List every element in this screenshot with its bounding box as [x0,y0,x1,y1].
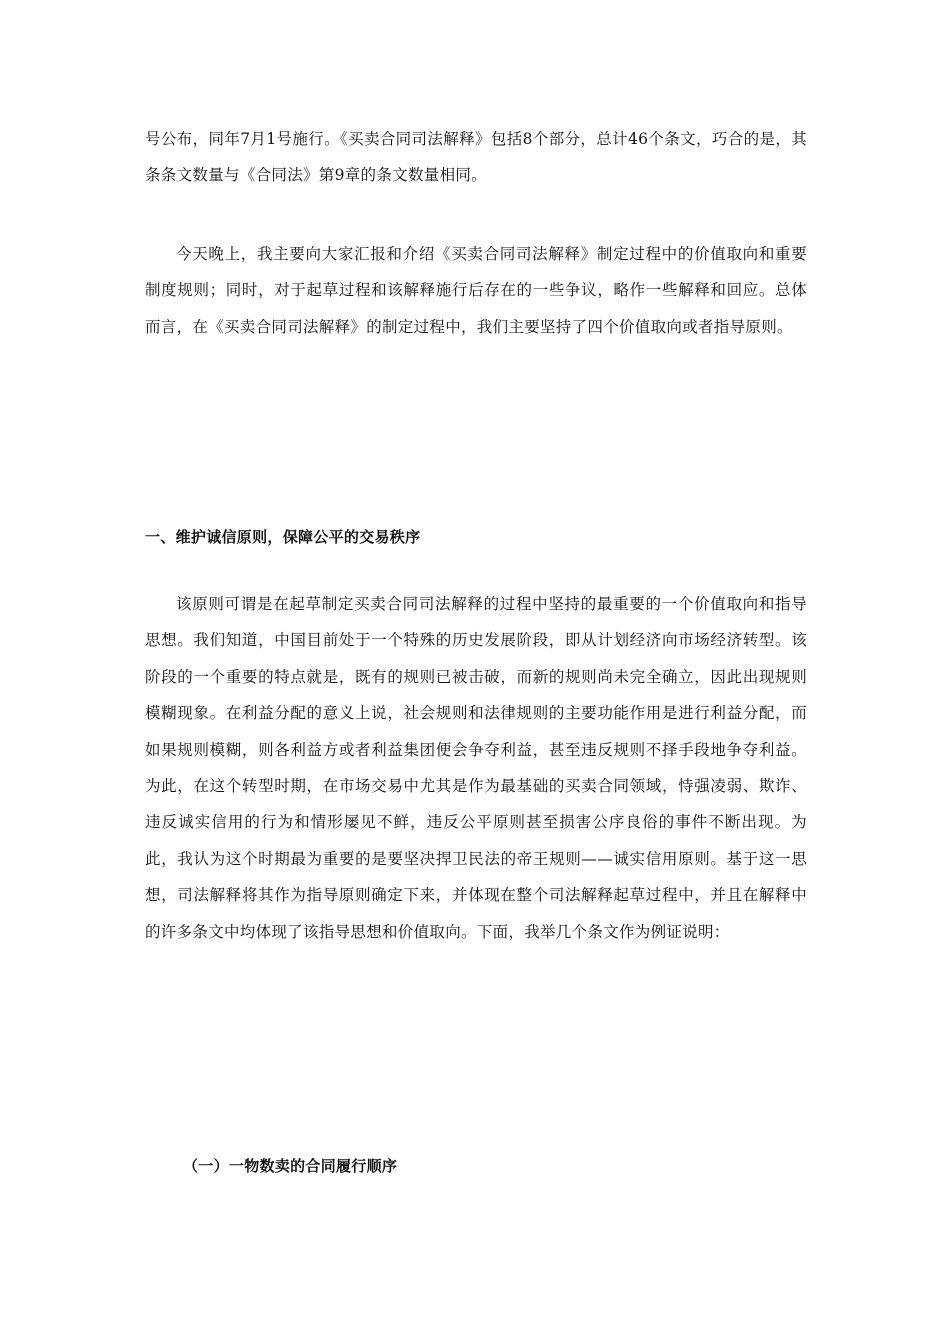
paragraph-section-body: 该原则可谓是在起草制定买卖合同司法解释的过程中坚持的最重要的一个价值取向和指导思想。我们知道，中国目前处于一个特殊的历史发展阶段，即从计划经济向市场经济转型。该阶段的一个重要的特点就是，既有的规则已被击破，而新的规则尚未完全确立，因此出现规则模糊现象。在利益分配的意义上说，社会规则和法律规则的主要功能作用是进行利益分配，而如果规则模糊，则各利益方或者利益集团便会争夺利益，甚至违反规则不择手段地争夺利益。为此，在这个转型时期，在市场交易中尤其是作为最基础的买卖合同领域，恃强凌弱、欺诈、违反诚实信用的行为和情形屡见不鲜，违反公平原则甚至损害公序良俗的事件不断出现。为此，我认为这个时期最为重要的是要坚决捍卫民法的帝王规则——诚实信用原则。基于这一思想，司法解释将其作为指导原则确定下来，并体现在整个司法解释起草过程中，并且在解释中的许多条文中均体现了该指导思想和价值取向。下面，我举几个条文作为例证说明： [145,595,807,941]
subsection-heading: （一）一物数卖的合同履行顺序 [183,1157,398,1175]
paragraph-introduction: 今天晚上，我主要向大家汇报和介绍《买卖合同司法解释》制定过程中的价值取向和重要制度规则；同时，对于起草过程和该解释施行后存在的一些争议，略作一些解释和回应。总体而言，在《买卖合同司法解释》的制定过程中，我们主要坚持了四个价值取向或者指导原则。 [145,245,807,336]
paragraph-continued: 号公布，同年7月1号施行。《买卖合同司法解释》包括8个部分，总计46个条文，巧合的是，其条条文数量与《合同法》第9章的条文数量相同。 [145,130,807,185]
section-heading: 一、维护诚信原则，保障公平的交易秩序 [145,528,421,546]
